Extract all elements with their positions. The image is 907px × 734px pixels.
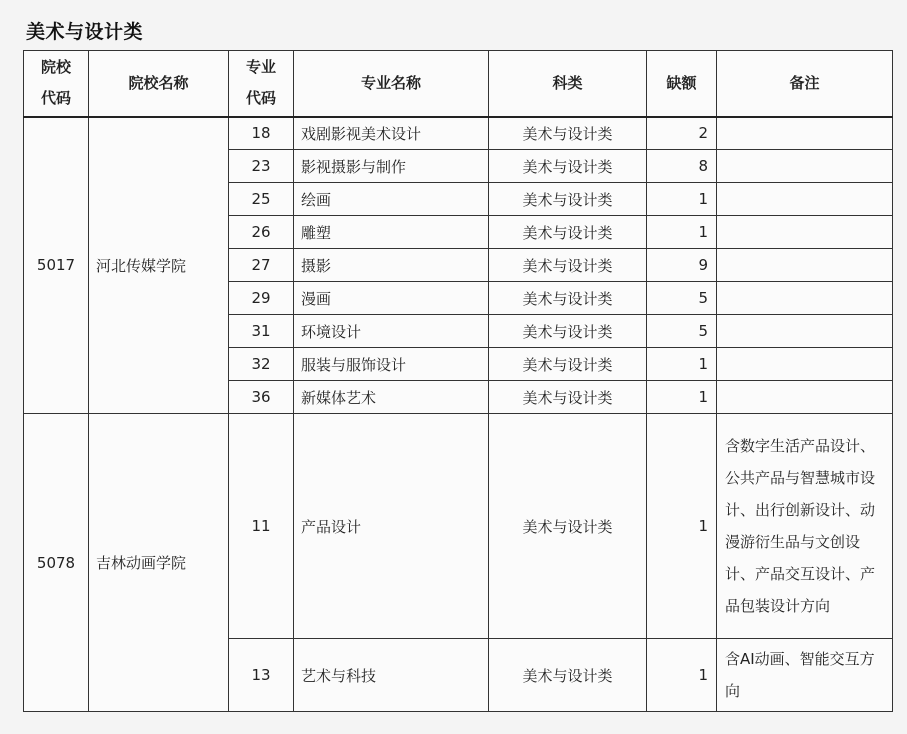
vacancy-cell: 1	[647, 414, 717, 639]
vacancy-table	[23, 50, 893, 712]
vacancy-cell: 5	[647, 282, 717, 315]
remark-cell	[717, 216, 893, 249]
major-code-cell: 11	[229, 414, 294, 639]
header-major-name: 专业名称	[294, 51, 489, 117]
major-name-cell: 艺术与科技	[294, 639, 489, 712]
category-cell: 美术与设计类	[489, 315, 647, 348]
vacancy-cell: 1	[647, 183, 717, 216]
remark-cell	[717, 117, 893, 150]
major-code-cell: 13	[229, 639, 294, 712]
major-name-cell: 环境设计	[294, 315, 489, 348]
vacancy-cell: 2	[647, 117, 717, 150]
header-school-name: 院校名称	[89, 51, 229, 117]
category-cell: 美术与设计类	[489, 150, 647, 183]
remark-cell	[717, 315, 893, 348]
major-name-cell: 服装与服饰设计	[294, 348, 489, 381]
vacancy-cell: 1	[647, 639, 717, 712]
major-code-cell: 18	[229, 117, 294, 150]
major-name-cell: 绘画	[294, 183, 489, 216]
vacancy-cell: 1	[647, 216, 717, 249]
vacancy-cell: 1	[647, 381, 717, 414]
header-major-code: 专业代码	[229, 51, 294, 117]
page-title: 美术与设计类	[26, 21, 144, 43]
major-code-cell: 26	[229, 216, 294, 249]
header-school-code: 院校代码	[24, 51, 89, 117]
remark-cell	[717, 150, 893, 183]
vacancy-cell: 5	[647, 315, 717, 348]
school-code-cell: 5017	[24, 117, 89, 414]
remark-cell	[717, 381, 893, 414]
remark-cell	[717, 282, 893, 315]
category-cell: 美术与设计类	[489, 249, 647, 282]
header-row	[24, 51, 893, 117]
category-cell: 美术与设计类	[489, 414, 647, 639]
major-name-cell: 产品设计	[294, 414, 489, 639]
category-cell: 美术与设计类	[489, 183, 647, 216]
major-name-cell: 漫画	[294, 282, 489, 315]
major-code-cell: 27	[229, 249, 294, 282]
remark-cell: 含数字生活产品设计、公共产品与智慧城市设计、出行创新设计、动漫游衍生品与文创设计、产品交互设计、产品包装设计方向	[717, 414, 893, 639]
remark-cell	[717, 249, 893, 282]
header-category: 科类	[489, 51, 647, 117]
remark-cell	[717, 348, 893, 381]
category-cell: 美术与设计类	[489, 348, 647, 381]
major-code-cell: 29	[229, 282, 294, 315]
vacancy-cell: 8	[647, 150, 717, 183]
school-name-cell: 吉林动画学院	[89, 414, 229, 712]
category-cell: 美术与设计类	[489, 381, 647, 414]
category-cell: 美术与设计类	[489, 117, 647, 150]
category-cell: 美术与设计类	[489, 216, 647, 249]
major-code-cell: 23	[229, 150, 294, 183]
header-vacancy: 缺额	[647, 51, 717, 117]
school-code-cell: 5078	[24, 414, 89, 712]
category-cell: 美术与设计类	[489, 639, 647, 712]
major-code-cell: 25	[229, 183, 294, 216]
remark-cell	[717, 183, 893, 216]
vacancy-cell: 1	[647, 348, 717, 381]
table-row	[24, 414, 893, 639]
major-code-cell: 32	[229, 348, 294, 381]
table-row	[24, 117, 893, 150]
major-name-cell: 戏剧影视美术设计	[294, 117, 489, 150]
major-code-cell: 31	[229, 315, 294, 348]
vacancy-cell: 9	[647, 249, 717, 282]
category-cell: 美术与设计类	[489, 282, 647, 315]
major-name-cell: 影视摄影与制作	[294, 150, 489, 183]
major-name-cell: 新媒体艺术	[294, 381, 489, 414]
major-name-cell: 雕塑	[294, 216, 489, 249]
school-name-cell: 河北传媒学院	[89, 117, 229, 414]
major-name-cell: 摄影	[294, 249, 489, 282]
major-code-cell: 36	[229, 381, 294, 414]
header-remark: 备注	[717, 51, 893, 117]
remark-cell: 含AI动画、智能交互方向	[717, 639, 893, 712]
